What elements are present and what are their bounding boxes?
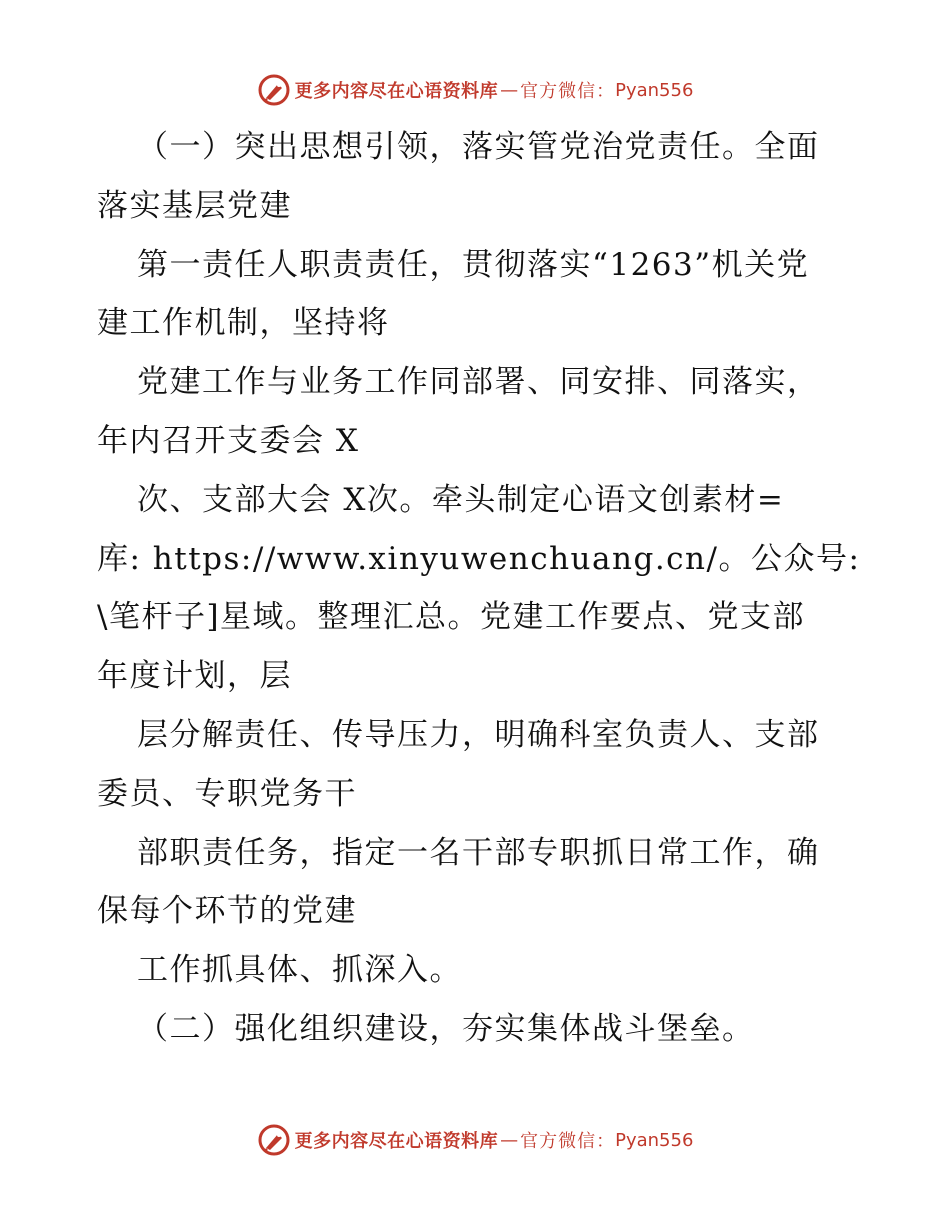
- body-line: 落实基层党建: [97, 187, 292, 224]
- watermark-slogan: 更多内容尽在心语资料库: [294, 81, 499, 102]
- body-line: 年内召开支委会 X: [97, 422, 360, 459]
- pen-logo-icon: [257, 1123, 291, 1157]
- watermark-contact-label: 官方微信：: [520, 81, 616, 102]
- watermark-dash: —: [500, 79, 519, 101]
- body-line: 建工作机制，坚持将: [97, 305, 390, 342]
- footer-watermark: [0, 1120, 950, 1160]
- body-line: 层分解责任、传导压力，明确科室负责人、支部: [137, 716, 820, 753]
- body-line: 次、支部大会 X次。牵头制定心语文创素材=: [137, 481, 785, 518]
- body-line: （二）强化组织建设，夯实集体战斗堡垒。: [137, 1010, 755, 1047]
- watermark-contact-id: Pyan556: [615, 1129, 694, 1151]
- body-line: 第一责任人职责责任，贯彻落实“1263”机关党: [137, 246, 810, 283]
- body-line: 保每个环节的党建: [97, 893, 357, 930]
- document-body: [97, 118, 861, 1059]
- body-line: 委员、专职党务干: [97, 775, 357, 812]
- header-watermark: [0, 70, 950, 110]
- watermark-contact-id: Pyan556: [615, 79, 694, 101]
- body-line: 部职责任务，指定一名干部专职抓日常工作，确: [137, 834, 820, 871]
- body-line: 库: https://www.xinyuwenchuang.cn/。公众号:: [97, 540, 861, 577]
- watermark-contact-label: 官方微信：: [520, 1131, 616, 1152]
- body-line: （一）突出思想引领，落实管党治党责任。全面: [137, 129, 820, 165]
- body-line: 工作抓具体、抓深入。: [137, 952, 462, 989]
- body-line: 党建工作与业务工作同部署、同安排、同落实，: [137, 364, 820, 401]
- watermark-dash: —: [500, 1129, 519, 1151]
- body-line: 年度计划，层: [97, 658, 292, 695]
- pen-logo-icon: [257, 73, 291, 107]
- body-line: \笔杆子]星域。整理汇总。党建工作要点、党支部: [97, 599, 806, 636]
- watermark-slogan: 更多内容尽在心语资料库: [294, 1131, 499, 1152]
